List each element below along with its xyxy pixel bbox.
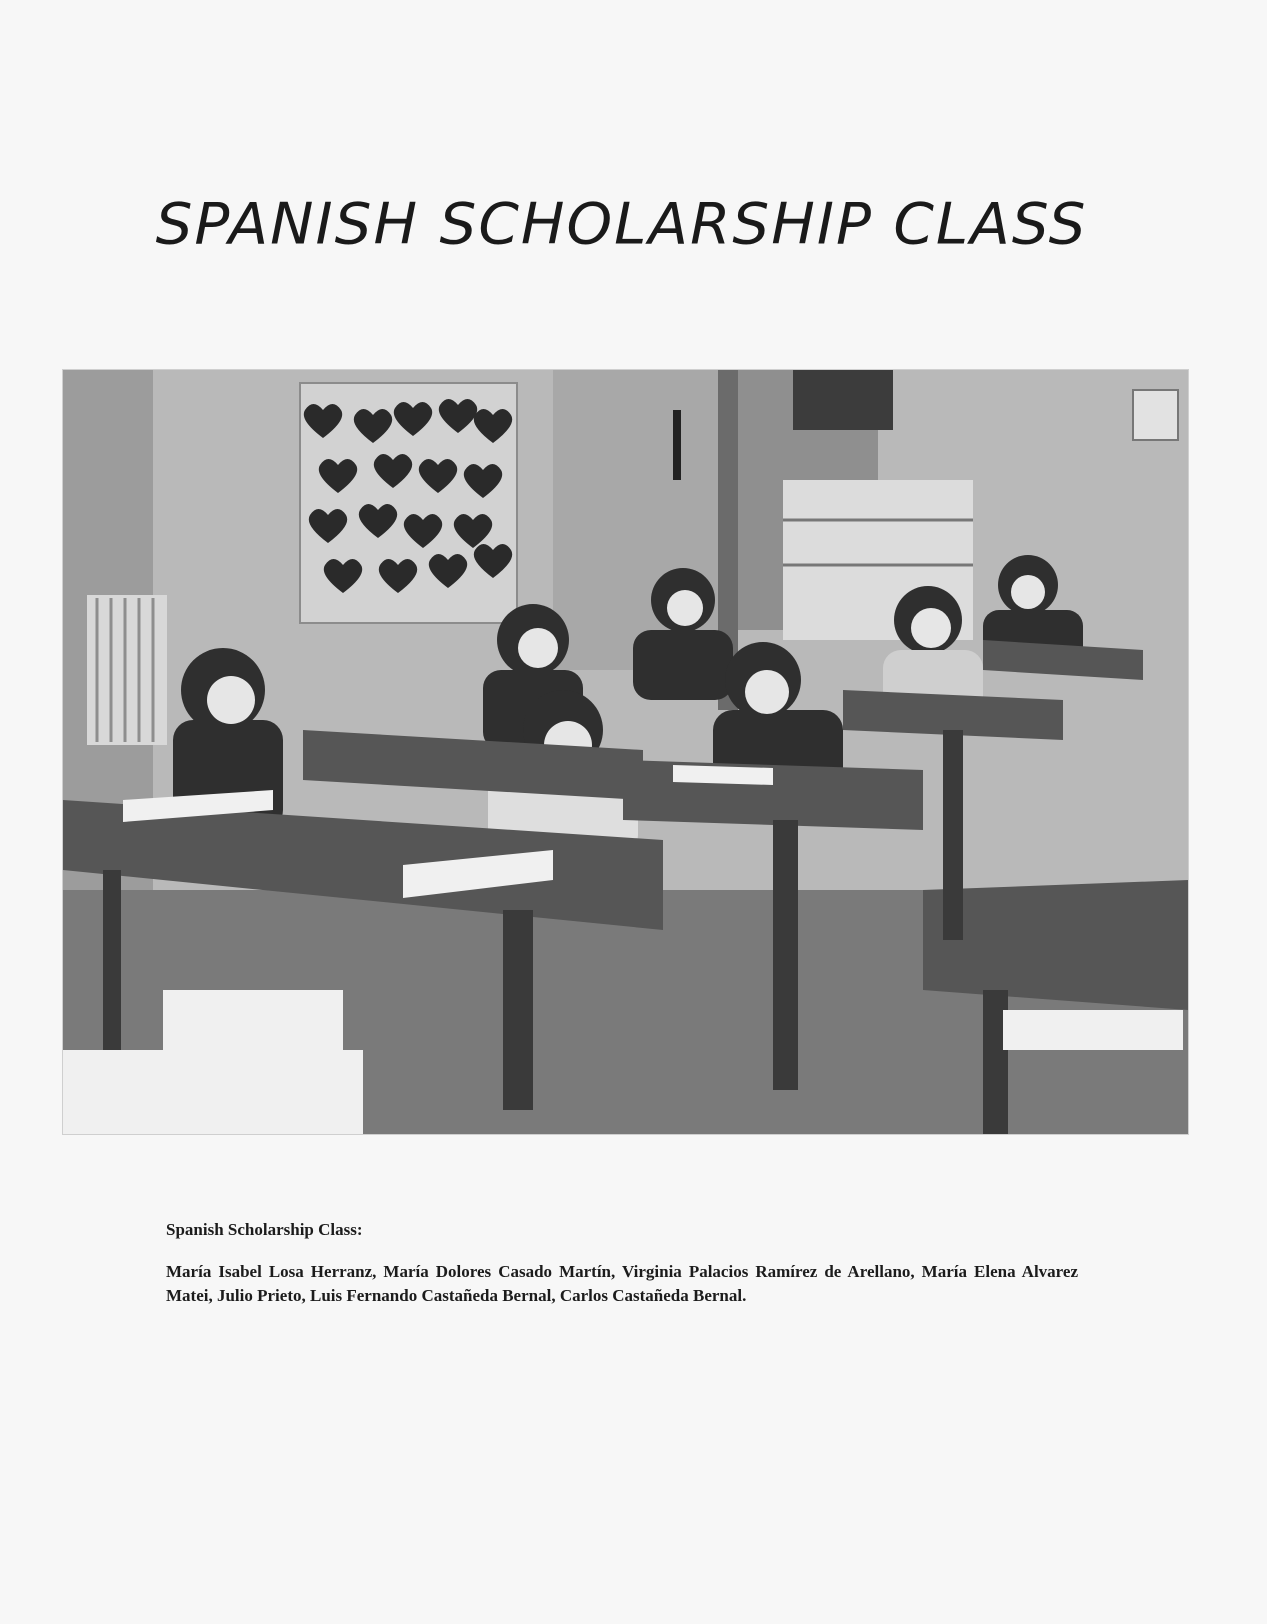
page-title: SPANISH SCHOLARSHIP CLASS	[155, 190, 1088, 258]
caption-names: María Isabel Losa Herranz, María Dolores Casado Martín, Virginia Palacios Ramírez de Arellano, María Elena Alvarez Matei, Julio Prieto, Luis Fernando Castañeda Bernal, Carlos Castañeda Bernal.	[166, 1262, 1078, 1305]
classroom-photo	[62, 369, 1189, 1135]
caption-heading: Spanish Scholarship Class:	[166, 1220, 363, 1239]
classroom-photo-illustration	[63, 370, 1188, 1134]
